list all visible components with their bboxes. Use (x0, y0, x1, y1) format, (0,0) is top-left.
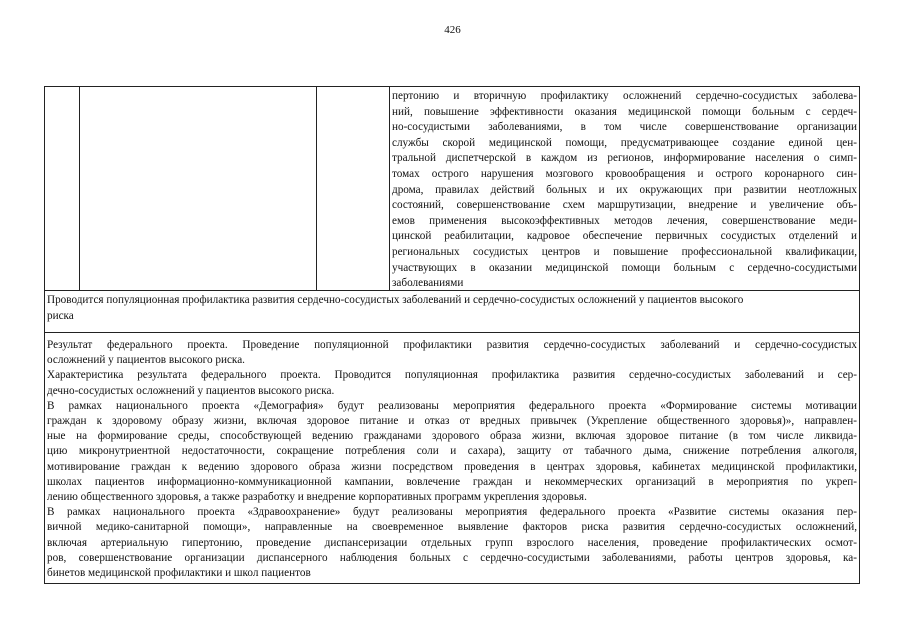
text-line: цинской реабилитации, кадровое обеспечение первичных сосудистых отделений и (392, 230, 857, 243)
page-number: 426 (444, 24, 461, 36)
text-line: дрома, правилах действий больных и их окружающих при развитии неотложных (392, 183, 857, 196)
text-line: пертонию и вторичную профилактику осложнений сердечно-сосудистых заболева- (392, 90, 857, 102)
text-line: вичной медико-санитарной помощи», направленные на своевременное выявление факторов риска развития сердечно-сосудистых осложнений, (47, 521, 857, 534)
text-line: осложнений у пациентов высокого риска. (47, 354, 245, 367)
empty-cell-2 (80, 87, 317, 290)
measures-cell (390, 87, 859, 290)
table-row-continuation (45, 87, 859, 291)
text-line: школах пациентов информационно-коммуникационной кампании, вовлечение граждан и некоммерческих организаций в мероприятия по укреп- (47, 475, 857, 488)
text-line: но-сосудистыми заболеваниями, в том числе совершенствование организации (392, 121, 857, 134)
text-line: бинетов медицинской профилактики и школ пациентов (47, 567, 311, 580)
document-table (44, 86, 860, 584)
text-line: лению общественного здоровья, а также разработку и внедрение корпоративных программ укрепления здоровья. (47, 491, 587, 504)
task-heading-line: Проводится популяционная профилактика развития сердечно-сосудистых заболеваний и сердечно-сосудистых осложнений у пациентов высокого (47, 294, 744, 306)
text-line: граждан к здоровому образу жизни, включая здоровое питание и отказ от вредных привычек (Укрепление общественного здоровья)», направлен- (47, 415, 857, 428)
empty-cell-1 (45, 87, 80, 290)
text-line: мотивирование граждан к ведению здорового образа жизни посредством проведения в центрах здоровья, кабинетах медицинской профилактики, (47, 460, 857, 473)
text-line: региональных сосудистых центров и повышение профессиональной квалификации, (392, 245, 857, 258)
text-line: дечно-сосудистых осложнений у пациентов высокого риска. (47, 384, 335, 397)
text-line: томах острого нарушения мозгового кровообращения и острого коронарного син- (392, 167, 857, 180)
text-line: участвующих в оказании медицинской помощи больным с сердечно-сосудистыми (392, 261, 857, 274)
task-heading-row (45, 291, 859, 333)
empty-cell-3 (317, 87, 390, 290)
text-line: В рамках национального проекта «Здравоохранение» будут реализованы мероприятия федерального проекта «Развитие системы оказания пер- (47, 506, 857, 519)
text-line: включая артериальную гипертонию, проведение диспансеризации отдельных групп взрослого населения, проведение профилактических осмот- (47, 536, 857, 549)
text-line: емов применения высокоэффективных методов лечения, совершенствование меди- (392, 214, 857, 227)
text-line: ров, совершенствование организации диспансерного наблюдения больных с сердечно-сосудистыми заболеваниями, работы центров здоровья, ка- (47, 551, 857, 564)
text-line: Результат федерального проекта. Проведение популяционной профилактики развития сердечно-сосудистых заболеваний и сердечно-сосудистых (47, 339, 857, 351)
text-line: состояний, совершенствование схем маршрутизации, внедрение и увеличение объ- (392, 199, 857, 212)
text-line: ные на формирование среды, способствующей ведению гражданами здорового образа жизни, включая здоровое питание (в том числе ликвида- (47, 430, 857, 443)
text-line: ний, повышение эффективности оказания медицинской помощи больным с сердеч- (392, 105, 857, 118)
text-line: службы скорой медицинской помощи, предусматривающее создание единой цен- (392, 136, 857, 149)
text-line: тральной диспетчерской в каждом из регионов, информирование населения о симп- (392, 152, 857, 165)
result-description-row (45, 337, 859, 583)
task-heading-line: риска (47, 309, 74, 322)
text-line: цию микронутриентной недостаточности, сокращение потребления соли и сахара), защиту от табачного дыма, снижение потребления алкоголя, (47, 445, 857, 458)
text-line: Характеристика результата федерального проекта. Проводится популяционная профилактика развития сердечно-сосудистых заболеваний и сер- (47, 369, 857, 382)
text-line: В рамках национального проекта «Демография» будут реализованы мероприятия федерального проекта «Формирование системы мотивации (47, 399, 857, 412)
text-line: заболеваниями (392, 277, 464, 290)
